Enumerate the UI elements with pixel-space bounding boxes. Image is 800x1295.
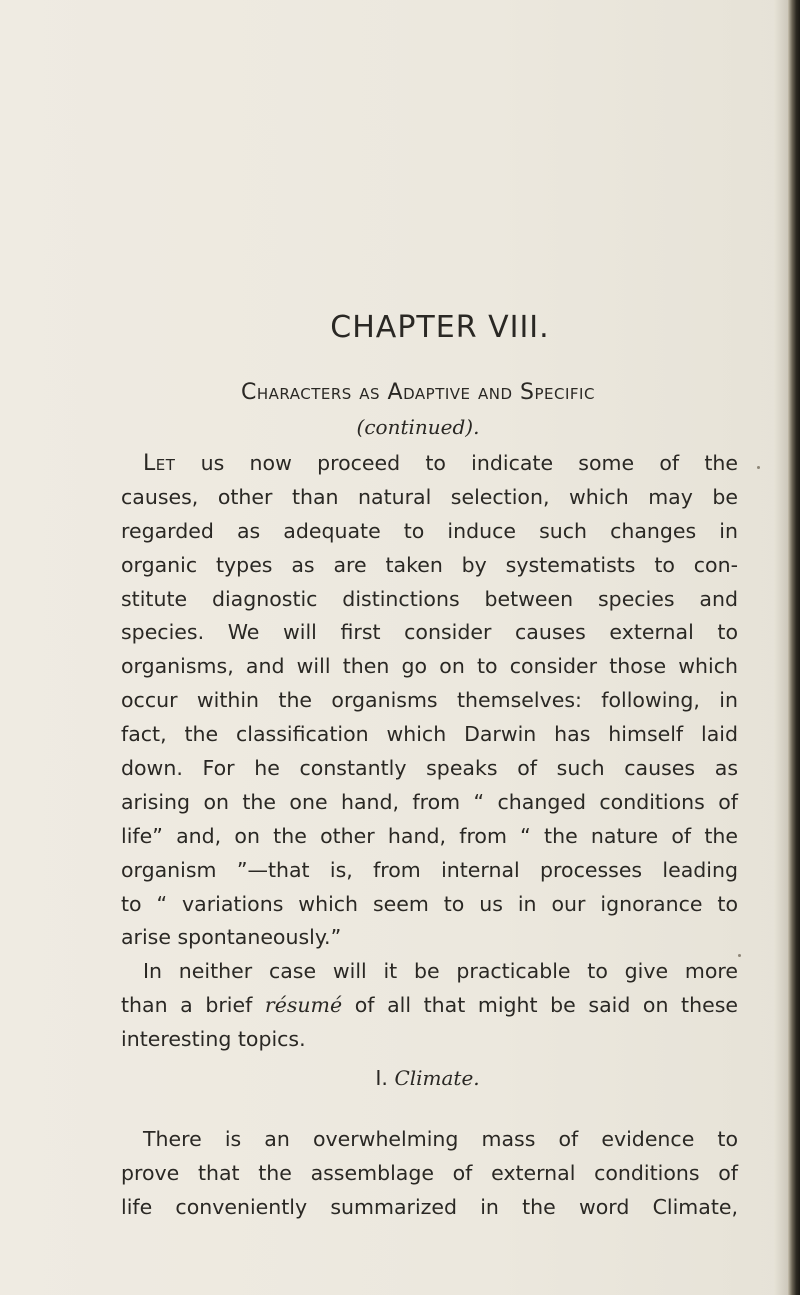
paragraph-line: fact, the classification which Darwin has himself laid (121, 722, 738, 747)
paragraph-line-text: us now proceed to indicate some of the (175, 451, 738, 475)
paragraph-line (121, 447, 738, 481)
paragraph-line: life” and, on the other hand, from “ the nature of the (121, 823, 738, 848)
italic-word: résumé (264, 992, 343, 1017)
paragraph-line: organisms, and will then go on to consider those which (121, 654, 738, 679)
paragraph-line-text: than a brief (121, 992, 265, 1017)
paragraph-resume (121, 955, 738, 1057)
paragraph-line: arising on the one hand, from “ changed conditions of (121, 789, 738, 814)
chapter-heading: CHAPTER VIII. (330, 310, 550, 345)
paragraph-line: down. For he constantly speaks of such causes as (121, 756, 738, 781)
paper-speck (757, 466, 760, 469)
paragraph-line: arise spontaneously.” (121, 925, 342, 950)
paragraph-line: interesting topics. (121, 1026, 306, 1051)
paper-speck (738, 954, 741, 957)
paragraph-intro (121, 447, 738, 955)
paragraph-line: regarded as adequate to induce such changes in (121, 518, 738, 543)
chapter-subtitle-text: Characters as Adaptive and Specific (241, 380, 595, 405)
section-heading (0, 1063, 800, 1093)
paragraph-line: organic types as are taken by systematists to con- (121, 552, 738, 577)
paragraph-line-text: of all that might be said on these (342, 992, 738, 1017)
paragraph-line: organism ”—that is, from internal processes leading (121, 857, 738, 882)
paragraph-line: species. We will first consider causes external to (121, 620, 738, 645)
paragraph-line (121, 989, 738, 1023)
section-title: Climate. (394, 1066, 480, 1090)
paragraph-line: stitute diagnostic distinctions between species and (121, 586, 738, 611)
paragraph-climate (121, 1123, 738, 1225)
paragraph-line: There is an overwhelming mass of evidence to (143, 1127, 738, 1151)
paragraph-line: causes, other than natural selection, which may be (121, 484, 738, 509)
binding-edge (788, 0, 800, 1295)
binding-shadow (774, 0, 788, 1295)
section-number: I. (375, 1066, 388, 1090)
paragraph-line: life conveniently summarized in the word Climate, (121, 1194, 738, 1219)
paragraph-line: In neither case will it be practicable to give more (143, 959, 738, 983)
paragraph-lead-word: Let (143, 451, 176, 476)
chapter-subtitle (0, 378, 800, 408)
paragraph-line: occur within the organisms themselves: following, in (121, 688, 738, 713)
paragraph-line: prove that the assemblage of external conditions of (121, 1160, 738, 1185)
chapter-subtitle-continued: (continued). (356, 415, 480, 439)
paragraph-line: to “ variations which seem to us in our ignorance to (121, 891, 738, 916)
